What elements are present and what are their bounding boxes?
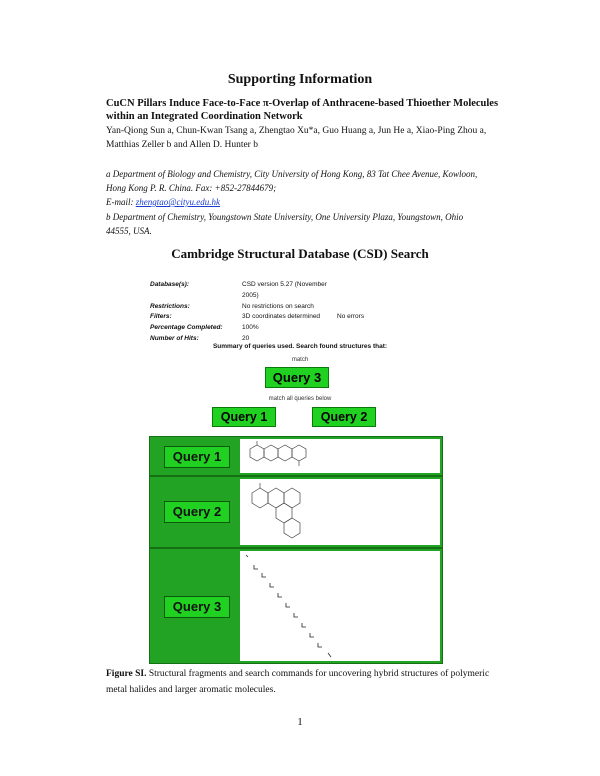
paper-title: CuCN Pillars Induce Face-to-Face π-Overlap of Anthracene-based Thioether Molecules within an Integrated Coordination Network bbox=[106, 98, 499, 122]
query3-button[interactable]: Query 3 bbox=[265, 367, 329, 388]
polymer-chain-icon bbox=[240, 551, 440, 661]
figure-caption bbox=[106, 666, 506, 698]
caption-label: Figure SI. bbox=[106, 669, 147, 679]
query2-structure bbox=[240, 479, 440, 545]
meta-value: No restrictions on search bbox=[242, 302, 314, 310]
query3-panel bbox=[149, 548, 443, 664]
page-heading: Supporting Information bbox=[227, 72, 373, 87]
affiliation-a-text: a Department of Biology and Chemistry, City University of Hong Kong, 83 Tat Chee Avenue, Kowloon, Hong Kong P. R. China. Fax: +852-27844679; bbox=[106, 169, 478, 193]
email-label: E-mail: bbox=[106, 197, 136, 207]
phenanthrene-fragment-icon bbox=[240, 479, 440, 545]
page-number: 1 bbox=[297, 716, 303, 728]
meta-key: Filters: bbox=[150, 313, 172, 321]
search-meta-table bbox=[150, 280, 364, 345]
meta-value: 20 bbox=[242, 334, 250, 342]
meta-value: CSD version 5.27 (November 2005) bbox=[242, 281, 327, 299]
meta-key: Restrictions: bbox=[150, 302, 190, 310]
match-all-label: match all queries below bbox=[268, 396, 332, 402]
match-label: match bbox=[291, 357, 309, 363]
email-link[interactable]: zhengtao@cityu.edu.hk bbox=[135, 197, 221, 207]
section-heading: Cambridge Structural Database (CSD) Search bbox=[171, 246, 429, 261]
author-list: Yan-Qiong Sun a, Chun-Kwan Tsang a, Zhengtao Xu*a, Guo Huang a, Jun He a, Xiao-Ping Zhou a, Matthias Zeller b and Allen D. Hunter b bbox=[106, 126, 487, 150]
meta-value: 3D coordinates determined bbox=[242, 313, 321, 321]
meta-key: Percentage Completed: bbox=[150, 324, 223, 332]
meta-row bbox=[150, 312, 364, 323]
meta-row bbox=[150, 280, 364, 302]
email-line bbox=[106, 195, 486, 209]
caption-text: Structural fragments and search commands for uncovering hybrid structures of polymeric metal halides and larger aromatic molecules. bbox=[106, 669, 490, 695]
meta-row bbox=[150, 323, 364, 334]
query1-button[interactable]: Query 1 bbox=[212, 407, 276, 427]
query1-structure bbox=[240, 439, 440, 473]
affiliation-b: b Department of Chemistry, Youngstown State University, One University Plaza, Youngstown, Ohio 44555, USA. bbox=[106, 212, 464, 236]
meta-value: 100% bbox=[242, 324, 259, 332]
query2-label: Query 2 bbox=[164, 501, 230, 523]
query-summary: Summary of queries used. Search found structures that: bbox=[212, 343, 388, 350]
query1-label: Query 1 bbox=[164, 446, 230, 468]
query1-panel bbox=[149, 436, 443, 476]
meta-extra: No errors bbox=[337, 313, 365, 321]
affiliation-a bbox=[106, 167, 486, 209]
anthracene-fragment-icon bbox=[240, 439, 440, 473]
query3-structure bbox=[240, 551, 440, 661]
query2-panel bbox=[149, 476, 443, 548]
meta-row bbox=[150, 302, 364, 313]
query3-label: Query 3 bbox=[164, 596, 230, 618]
meta-key: Number of Hits: bbox=[150, 334, 199, 342]
query2-button[interactable]: Query 2 bbox=[312, 407, 376, 427]
meta-key: Database(s): bbox=[150, 281, 190, 288]
